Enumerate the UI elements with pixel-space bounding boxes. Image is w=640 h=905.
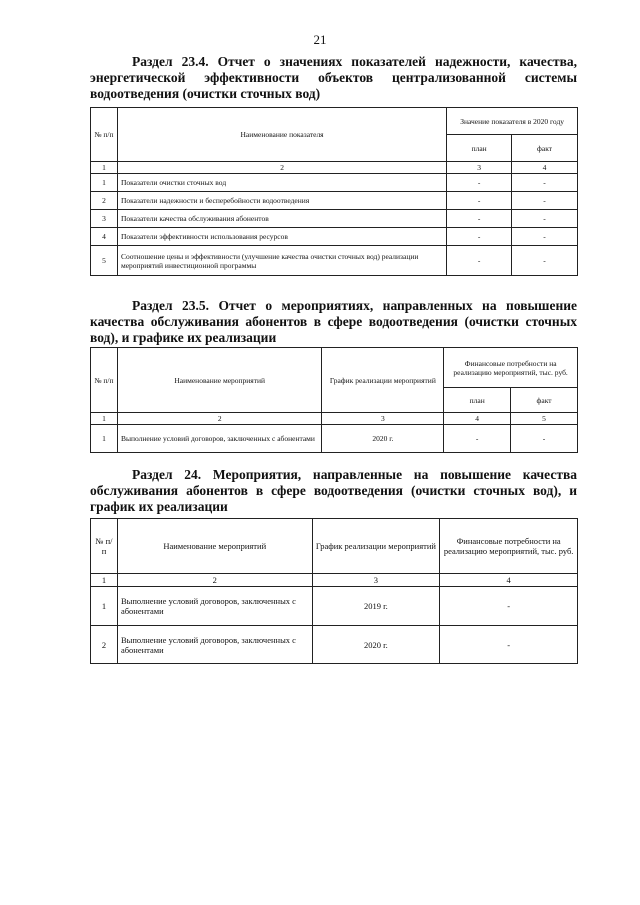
- table-cell: -: [512, 210, 578, 228]
- table-cell: -: [512, 174, 578, 192]
- table-row: [91, 587, 578, 626]
- table-row: [91, 425, 578, 453]
- col-finance-header: Финансовые потребности на реализацию мероприятий, тыс. руб.: [440, 519, 578, 574]
- table-cell: 2: [91, 192, 118, 210]
- table-cell: -: [440, 587, 578, 626]
- table-cell: -: [447, 246, 512, 276]
- index-cell: 5: [511, 413, 578, 425]
- section-23-4-table: [90, 107, 578, 276]
- table-row: [91, 192, 578, 210]
- col-plan-header: план: [444, 388, 511, 413]
- table-cell: -: [447, 174, 512, 192]
- section-24-table: [90, 518, 578, 664]
- table-cell: Показатели качества обслуживания абонентов: [117, 210, 446, 228]
- col-name-header: Наименование показателя: [117, 108, 446, 162]
- table-cell: -: [512, 228, 578, 246]
- table-row: [91, 626, 578, 664]
- col-schedule-header: График реализации мероприятий: [312, 519, 440, 574]
- index-cell: 2: [117, 162, 446, 174]
- index-cell: 1: [91, 413, 118, 425]
- section-23-5-table: [90, 347, 578, 453]
- col-name-header: Наименование мероприятий: [117, 519, 312, 574]
- table-row: [91, 174, 578, 192]
- section-23-5-title: Раздел 23.5. Отчет о мероприятиях, направленных на повышение качества обслуживания абонентов в сфере водоотведения (очистки сточных вод), и графике их реализации: [90, 298, 577, 345]
- col-num-header: № п/п: [91, 519, 118, 574]
- col-name-header: Наименование мероприятий: [117, 348, 322, 413]
- table-cell: 1: [91, 425, 118, 453]
- index-cell: 3: [447, 162, 512, 174]
- table-cell: 1: [91, 174, 118, 192]
- table-cell: 1: [91, 587, 118, 626]
- index-cell: 2: [117, 574, 312, 587]
- table-cell: Соотношение цены и эффективности (улучшение качества очистки сточных вод) реализации мероприятий инвестиционной программы: [117, 246, 446, 276]
- index-cell: 4: [444, 413, 511, 425]
- table-cell: 2020 г.: [322, 425, 444, 453]
- table-cell: -: [440, 626, 578, 664]
- table-cell: -: [511, 425, 578, 453]
- col-schedule-header: График реализации мероприятий: [322, 348, 444, 413]
- table-cell: 4: [91, 228, 118, 246]
- col-value-header: Значение показателя в 2020 году: [447, 108, 578, 135]
- table-cell: Выполнение условий договоров, заключенных с абонентами: [117, 587, 312, 626]
- col-plan-header: план: [447, 135, 512, 162]
- table-row: [91, 246, 578, 276]
- table-cell: Выполнение условий договоров, заключенных с абонентами: [117, 425, 322, 453]
- index-cell: 3: [322, 413, 444, 425]
- index-cell: 3: [312, 574, 440, 587]
- table-cell: -: [512, 246, 578, 276]
- index-cell: 2: [117, 413, 322, 425]
- index-cell: 1: [91, 574, 118, 587]
- table-cell: -: [444, 425, 511, 453]
- table-cell: Показатели эффективности использования ресурсов: [117, 228, 446, 246]
- table-cell: 2: [91, 626, 118, 664]
- index-cell: 4: [440, 574, 578, 587]
- page-number: 21: [313, 32, 327, 47]
- table-cell: 2020 г.: [312, 626, 440, 664]
- table-cell: 3: [91, 210, 118, 228]
- table-cell: -: [447, 228, 512, 246]
- col-num-header: № п/п: [91, 348, 118, 413]
- table-cell: -: [512, 192, 578, 210]
- col-fact-header: факт: [512, 135, 578, 162]
- col-fact-header: факт: [511, 388, 578, 413]
- index-cell: 4: [512, 162, 578, 174]
- table-row: [91, 210, 578, 228]
- table-cell: Показатели очистки сточных вод: [117, 174, 446, 192]
- col-finance-header: Финансовые потребности на реализацию мероприятий, тыс. руб.: [444, 348, 578, 388]
- table-cell: Показатели надежности и бесперебойности водоотведения: [117, 192, 446, 210]
- table-cell: -: [447, 192, 512, 210]
- table-cell: Выполнение условий договоров, заключенных с абонентами: [117, 626, 312, 664]
- section-24-title: Раздел 24. Мероприятия, направленные на повышение качества обслуживания абонентов в сфере водоотведения (очистки сточных вод), и график их реализации: [90, 467, 577, 514]
- table-cell: 5: [91, 246, 118, 276]
- table-row: [91, 228, 578, 246]
- index-cell: 1: [91, 162, 118, 174]
- table-cell: -: [447, 210, 512, 228]
- section-23-4-title: Раздел 23.4. Отчет о значениях показателей надежности, качества, энергетической эффективности объектов централизованной системы водоотведения (очистки сточных вод): [90, 54, 577, 101]
- col-num-header: № п/п: [91, 108, 118, 162]
- table-cell: 2019 г.: [312, 587, 440, 626]
